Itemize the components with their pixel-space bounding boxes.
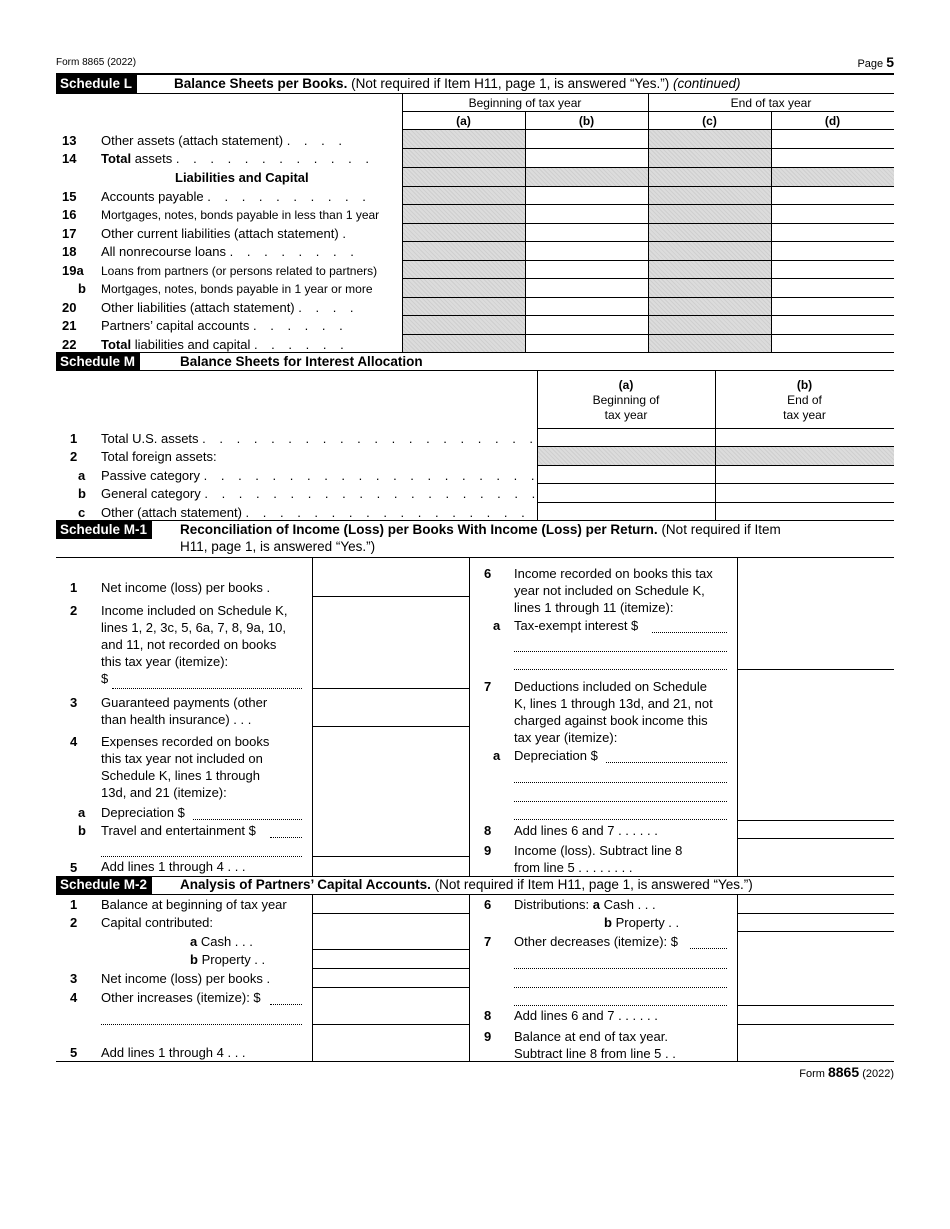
m1-r7a-label: Depreciation $	[514, 748, 598, 763]
page-number-value: 5	[886, 54, 894, 70]
begin-tax-year-heading: Beginning of tax year	[468, 96, 582, 110]
m2-l4-field[interactable]	[270, 1004, 302, 1005]
col-b-heading: (b)	[578, 114, 595, 128]
l13-d-field[interactable]	[772, 130, 894, 148]
l14-b-field[interactable]	[526, 149, 648, 167]
m1-l4b-field-line2[interactable]	[101, 856, 302, 857]
l21-label: Partners’ capital accounts . . . . . .	[101, 318, 348, 333]
m2-r6-num: 6	[484, 897, 492, 912]
m2-l1-num: 1	[70, 897, 78, 912]
l14-d-field[interactable]	[772, 149, 894, 167]
l19a-label: Loans from partners (or persons related to partners)	[101, 264, 378, 278]
l15-num: 15	[62, 189, 77, 204]
l19a-num: 19a	[62, 263, 84, 278]
m-total-foreign-label: Total foreign assets:	[101, 449, 217, 464]
m1-l2-itemize-line[interactable]	[112, 688, 302, 689]
m2-l2-label: Capital contributed:	[101, 915, 214, 930]
m1-l5-label: Add lines 1 through 4 . . .	[101, 859, 246, 874]
m1-r6-label: Income recorded on books this tax year not included on Schedule K, lines 1 through 11 (itemize):	[514, 566, 713, 615]
schedule-m1-tag: Schedule M-1	[56, 521, 152, 539]
m1-l1-num: 1	[70, 580, 78, 595]
schedule-l-tag: Schedule L	[56, 75, 137, 93]
m1-r7-itemize-1[interactable]	[514, 782, 727, 783]
m1-r7a-num: a	[493, 748, 501, 763]
schedule-l-title-italic: (continued)	[669, 76, 741, 91]
m2-l4-num: 4	[70, 990, 78, 1005]
m2-r7-num: 7	[484, 934, 492, 949]
l16-label: Mortgages, notes, bonds payable in less than 1 year	[101, 208, 380, 222]
m2-l1-label: Balance at beginning of tax year	[101, 897, 287, 912]
m1-r8-num: 8	[484, 823, 492, 838]
l22-num: 22	[62, 337, 77, 352]
m1-l3-label: Guaranteed payments (other than health insurance) . . .	[101, 695, 268, 727]
m1-l4b-num: b	[78, 823, 86, 838]
m1-r7a-field[interactable]	[606, 762, 727, 763]
m1-l4b-field[interactable]	[270, 837, 302, 838]
m1-l1-label: Net income (loss) per books .	[101, 580, 271, 595]
l19b-num: b	[78, 281, 86, 296]
l13-num: 13	[62, 133, 77, 148]
m1-r9-num: 9	[484, 843, 492, 858]
m2b-num: b	[78, 486, 86, 501]
m1-r6a-label: Tax-exempt interest $	[514, 618, 639, 633]
col-d-heading: (d)	[824, 114, 841, 128]
m2-r9-num: 9	[484, 1029, 492, 1044]
m2a-num: a	[78, 468, 86, 483]
m2-l3-num: 3	[70, 971, 78, 986]
m1-r7-label: Deductions included on Schedule K, lines 1 through 13d, and 21, not charged against book income this tax year (itemize):	[514, 679, 713, 745]
l16-num: 16	[62, 207, 77, 222]
m1-r7-itemize-2[interactable]	[514, 801, 727, 802]
l17-label: Other current liabilities (attach statement) .	[101, 226, 351, 241]
l15-label: Accounts payable . . . . . . . . . .	[101, 189, 371, 204]
page-label: Page	[857, 58, 884, 70]
m1-l4a-label: Depreciation $	[101, 805, 185, 820]
m1-l4a-num: a	[78, 805, 86, 820]
l13-b-field[interactable]	[526, 130, 648, 148]
m2-r8-label: Add lines 6 and 7 . . . . . .	[514, 1008, 658, 1023]
m1-l5-num: 5	[70, 860, 78, 875]
l22-label: Total liabilities and capital . . . . . .	[101, 337, 349, 352]
m1-l4-label: Expenses recorded on books this tax year not included on Schedule K, lines 1 through 13d, and 21 (itemize):	[101, 734, 270, 800]
m2c-num: c	[78, 505, 86, 520]
m2-l2-num: 2	[70, 915, 78, 930]
l14-num: 14	[62, 151, 77, 166]
l20-label: Other liabilities (attach statement) . . . .	[101, 300, 359, 315]
m2-r7-itemize-2[interactable]	[514, 987, 727, 988]
schedule-l-header	[56, 75, 894, 94]
m-general-label: General category . . . . . . . . . . . . . . . . . . . .	[101, 486, 541, 501]
col-c-heading: (c)	[702, 114, 717, 128]
l19b-label: Mortgages, notes, bonds payable in 1 year or more	[101, 282, 373, 296]
m-col-a-heading: (a) Beginning of tax year	[592, 378, 660, 422]
m1-r9-label: Income (loss). Subtract line 8 from line 5 . . . . . . . .	[514, 843, 683, 875]
m2-r8-num: 8	[484, 1008, 492, 1023]
schedule-l-title	[174, 76, 741, 91]
l21-num: 21	[62, 318, 77, 333]
m1-r8-label: Add lines 6 and 7 . . . . . .	[514, 823, 658, 838]
m1-r6-num: 6	[484, 566, 492, 581]
m2-l4-label: Other increases (itemize): $	[101, 990, 261, 1005]
m1-l4-num: 4	[70, 734, 78, 749]
m1-l2-num: 2	[70, 603, 78, 618]
m1-l4b-label: Travel and entertainment $	[101, 823, 256, 838]
schedule-m-header	[56, 352, 894, 371]
l18-label: All nonrecourse loans . . . . . . . .	[101, 244, 359, 259]
schedule-l-title-bold: Balance Sheets per Books.	[174, 76, 348, 91]
m1-num: 1	[70, 431, 78, 446]
l14-label: Total assets . . . . . . . . . . . .	[101, 151, 374, 166]
m2-l3-label: Net income (loss) per books .	[101, 971, 271, 986]
m2-l4-field-line2[interactable]	[101, 1024, 302, 1025]
page-number	[857, 54, 894, 70]
m1-r7-itemize-3[interactable]	[514, 819, 727, 820]
m2-r9-label: Balance at end of tax year. Subtract line 8 from line 5 . .	[514, 1029, 676, 1061]
m-total-us-assets-label: Total U.S. assets . . . . . . . . . . . . . . . . . . . .	[101, 431, 539, 446]
m1-r6-itemize-1[interactable]	[514, 651, 727, 652]
m1-r6-itemize-2[interactable]	[514, 669, 727, 670]
schedule-l-title-rest: (Not required if Item H11, page 1, is answered “Yes.”)	[347, 76, 670, 91]
schedule-m-title: Balance Sheets for Interest Allocation	[180, 354, 423, 369]
m-col-b-heading: (b) End of tax year	[783, 378, 826, 422]
m2-r6-label: Distributions: a Cash . . .	[514, 897, 656, 912]
m2-l2a-label: a Cash . . .	[190, 934, 253, 949]
schedule-m1-title-line2: H11, page 1, is answered “Yes.”)	[180, 539, 376, 554]
m-passive-label: Passive category . . . . . . . . . . . . . . . . . . . .	[101, 468, 540, 483]
liabilities-capital-heading: Liabilities and Capital	[175, 170, 309, 185]
l18-num: 18	[62, 244, 77, 259]
form-footer: Form 8865 (2022)	[799, 1064, 894, 1080]
m-other-label: Other (attach statement) . . . . . . . . . . . . . . . . .	[101, 505, 530, 520]
m1-l3-num: 3	[70, 695, 78, 710]
m1-r6a-num: a	[493, 618, 501, 633]
schedule-m2-tag: Schedule M-2	[56, 876, 152, 894]
col-a-heading: (a)	[456, 114, 471, 128]
m1-r7-num: 7	[484, 679, 492, 694]
m1-l4a-field[interactable]	[193, 819, 302, 820]
m2-num: 2	[70, 449, 78, 464]
schedule-m2-title: Analysis of Partners’ Capital Accounts. (Not required if Item H11, page 1, is answered “Yes.”)	[180, 877, 753, 892]
m2-l5-label: Add lines 1 through 4 . . .	[101, 1045, 246, 1060]
l17-num: 17	[62, 226, 77, 241]
m2-r6b-label: b Property . .	[604, 915, 680, 930]
end-tax-year-heading: End of tax year	[730, 96, 812, 110]
schedule-m-tag: Schedule M	[56, 353, 140, 371]
form-id-header: Form 8865 (2022)	[56, 57, 137, 68]
l20-num: 20	[62, 300, 77, 315]
schedule-m1-title: Reconciliation of Income (Loss) per Books With Income (Loss) per Return. (Not required if Item	[180, 522, 781, 537]
m2-r7-itemize-1[interactable]	[514, 968, 727, 969]
m2-l2b-label: b Property . .	[190, 952, 266, 967]
l13-label: Other assets (attach statement) . . . .	[101, 133, 347, 148]
m1-l2-label: Income included on Schedule K, lines 1, 2, 3c, 5, 6a, 7, 8, 9a, 10, and 11, not recorded on books this tax year (itemize): $	[101, 603, 288, 686]
m2-r7-label: Other decreases (itemize): $	[514, 934, 679, 949]
m2-l5-num: 5	[70, 1045, 78, 1060]
m2-r7-field[interactable]	[690, 948, 727, 949]
m1-r6a-field[interactable]	[652, 632, 727, 633]
